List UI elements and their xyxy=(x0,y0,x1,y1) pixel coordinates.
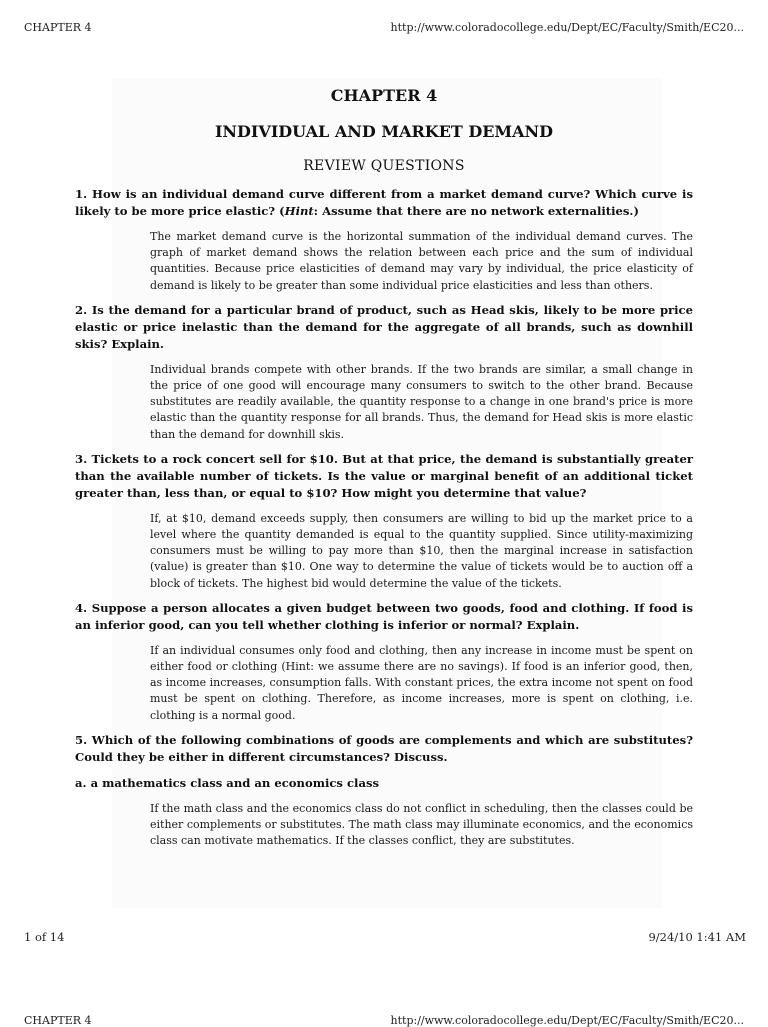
answer-3: If, at $10, demand exceeds supply, then consumers are willing to bid up the market price to a level where the quantity demanded is equal to the quantity supplied. Since utility-maximizing consumers must be willing to pay more than $10, then the marginal increase in satisfaction (value) is greater than $10. One way to determine the value of tickets would be to auction off a block of tickets. The highest bid would determine the value of the tickets. xyxy=(150,511,693,590)
question-4: 4. Suppose a person allocates a given budget between two goods, food and clothing. If food is an inferior good, can you tell whether clothing is inferior or normal? Explain. xyxy=(75,600,693,632)
question-2: 2. Is the demand for a particular brand of product, such as Head skis, likely to be more price elastic or price inelastic than the demand for the aggregate of all brands, such as downhill skis? Explain. xyxy=(75,302,693,351)
next-page-header-title: CHAPTER 4 xyxy=(24,1014,92,1027)
print-header-url: http://www.coloradocollege.edu/Dept/EC/Faculty/Smith/EC20... xyxy=(390,21,744,34)
answer-4: If an individual consumes only food and clothing, then any increase in income must be spent on either food or clothing (Hint: we assume there are no savings). If food is an inferior good, then, as income increases, consumption falls. With constant prices, the extra income not spent on food must be spent on clothing. Therefore, as income increases, more is spent on clothing, i.e. clothing is a normal good. xyxy=(150,643,693,722)
question-1-text: 1. How is an individual demand curve different from a market demand curve? Which curve is likely to be more price elastic? ( xyxy=(75,187,693,218)
question-3: 3. Tickets to a rock concert sell for $10. But at that price, the demand is substantially greater than the available number of tickets. Is the value or marginal benefit of an additional ticket greater than, less than, or equal to $10? How might you determine that value? xyxy=(75,451,693,500)
question-5a: a. a mathematics class and an economics class xyxy=(75,775,380,790)
section-heading: REVIEW QUESTIONS xyxy=(303,158,465,174)
next-page-header xyxy=(0,1010,768,1027)
next-page-header-url: http://www.coloradocollege.edu/Dept/EC/Faculty/Smith/EC20... xyxy=(390,1014,744,1027)
chapter-title: INDIVIDUAL AND MARKET DEMAND xyxy=(214,122,554,141)
chapter-heading: CHAPTER 4 xyxy=(330,86,438,105)
answer-5a: If the math class and the economics class do not conflict in scheduling, then the classes could be either complements or substitutes. The math class may illuminate economics, and the economics class can motivate mathematics. If the classes conflict, they are substitutes. xyxy=(150,801,693,848)
print-header xyxy=(0,0,768,40)
question-1 xyxy=(75,186,693,220)
print-timestamp: 9/24/10 1:41 AM xyxy=(648,930,746,944)
question-1-hint: Hint xyxy=(284,204,314,218)
print-header-title: CHAPTER 4 xyxy=(24,21,92,34)
question-1-text-end: : Assume that there are no network externalities.) xyxy=(313,204,639,218)
question-5: 5. Which of the following combinations of goods are complements and which are substitutes? Could they be either in different circumstances? Discuss. xyxy=(75,732,693,764)
document-content xyxy=(75,86,693,849)
answer-2: Individual brands compete with other brands. If the two brands are similar, a small change in the price of one good will encourage many consumers to switch to the other brand. Because substitutes are readily available, the quantity response to a change in one brand's price is more elastic than the quantity response for all brands. Thus, the demand for Head skis is more elastic than the demand for downhill skis. xyxy=(150,362,693,441)
page-counter: 1 of 14 xyxy=(24,930,65,944)
answer-1: The market demand curve is the horizontal summation of the individual demand curves. The graph of market demand shows the relation between each price and the sum of individual quantities. Because price elasticities of demand may vary by individual, the price elasticity of demand is likely to be greater than some individual price elasticities and less than others. xyxy=(150,230,693,292)
